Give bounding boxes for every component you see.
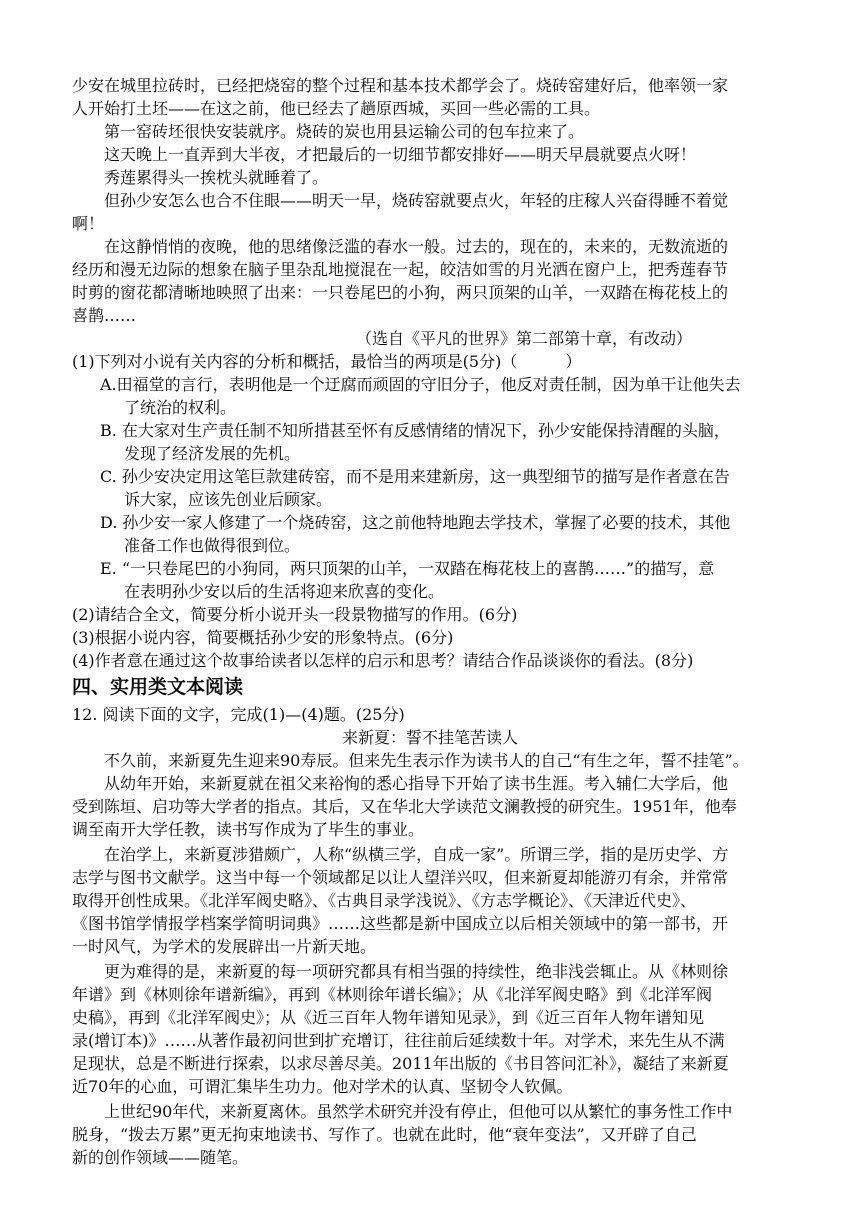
article-line: 近70年的心血，可谓汇集毕生功力。他对学术的认真、坚韧令人钦佩。 <box>72 1077 573 1096</box>
option-c: C. 孙少安决定用这笔巨款建砖窑，而不是用来建新房，这一典型细节的描写是作者意在告 <box>100 467 730 486</box>
paragraph-line: 第一窑砖坯很快安装就序。烧砖的炭也用县运输公司的包车拉来了。 <box>104 122 585 141</box>
article-line: 年谱》到《林则徐年谱新编》，再到《林则徐年谱长编》；从《北洋军阀史略》到《北洋军阀 <box>72 985 713 1004</box>
article-line: 受到陈垣、启功等大学者的指点。其后，又在华北大学读范文澜教授的研究生。1951年，他奉 <box>72 797 737 816</box>
article-line: 更为难得的是，来新夏的每一项研究都具有相当强的持续性，绝非浅尝辄止。从《林则徐 <box>104 962 729 981</box>
question-4: (4)作者意在通过这个故事给读者以怎样的启示和思考？请结合作品谈谈你的看法。(8分) <box>72 651 694 670</box>
article-line: 录(增订本)》……从著作最初问世到扩充增订，往往前后延续数十年。对学术，来先生从不满 <box>72 1031 725 1050</box>
article-line: 新的创作领域——随笔。 <box>72 1148 249 1167</box>
option-d: D. 孙少安一家人修建了一个烧砖窑，这之前他特地跑去学技术，掌握了必要的技术，其他 <box>100 513 731 532</box>
article-line: 在治学上，来新夏涉猎颇广，人称“纵横三学，自成一家”。所谓三学，指的是历史学、方 <box>104 845 729 864</box>
option-a: A.田福堂的言行，表明他是一个迂腐而顽固的守旧分子，他反对责任制，因为单干让他失去 <box>100 375 741 394</box>
source-citation: （选自《平凡的世界》第二部第十章，有改动） <box>356 329 693 348</box>
question-1-stem: (1)下列对小说有关内容的分析和概括，最恰当的两项是(5分)（ ） <box>72 352 582 371</box>
article-line: 取得开创性成果。《北洋军阀史略》、《古典目录学浅说》、《方志学概论》、《天津近代史》、 <box>72 891 697 910</box>
paragraph-line: 秀莲累得头一挨枕头就睡着了。 <box>104 168 329 187</box>
paragraph-line: 在这静悄悄的夜晚，他的思绪像泛滥的春水一般。过去的，现在的，未来的，无数流逝的 <box>104 237 729 256</box>
option-e: E. “一只卷尾巴的小狗同，两只顶架的山羊，一双踏在梅花枝上的喜鹊……”的描写，意 <box>100 559 715 578</box>
question-12-stem: 12. 阅读下面的文字，完成(1)—(4)题。(25分) <box>72 705 405 724</box>
paragraph-line: 这天晚上一直弄到大半夜，才把最后的一切细节都安排好——明天早晨就要点火呀！ <box>104 145 697 164</box>
article-line: 《图书馆学情报学档案学简明词典》……这些都是新中国成立以后相关领域中的第一部书，开 <box>72 914 729 933</box>
question-2: (2)请结合全文，简要分析小说开头一段景物描写的作用。(6分) <box>72 605 518 624</box>
article-line: 上世纪90年代，来新夏离休。虽然学术研究并没有停止，但他可以从繁忙的事务性工作中 <box>104 1102 733 1121</box>
article-line: 不久前，来新夏先生迎来90寿辰。但来先生表示作为读书人的自己“有生之年，誓不挂笔”。 <box>104 751 749 770</box>
article-line: 足现状，总是不断进行探索，以求尽善尽美。2011年出版的《书目答问汇补》，凝结了来新夏 <box>72 1054 729 1073</box>
article-line: 一时风气，为学术的发展辟出一片新天地。 <box>72 937 377 956</box>
paragraph-line: 少安在城里拉砖时，已经把烧窑的整个过程和基本技术都学会了。烧砖窑建好后，他率领一家 <box>72 76 729 95</box>
question-3: (3)根据小说内容，简要概括孙少安的形象特点。(6分) <box>72 628 454 647</box>
option-c-cont: 诉大家，应该先创业后顾家。 <box>124 490 333 509</box>
option-d-cont: 准备工作也做得很到位。 <box>124 536 301 555</box>
article-line: 志学与图书文献学。这当中每一个领域都足以让人望洋兴叹，但来新夏却能游刃有余，并常常 <box>72 868 729 887</box>
paragraph-line: 但孙少安怎么也合不住眼——明天一早，烧砖窑就要点火，年轻的庄稼人兴奋得睡不着觉 <box>104 191 729 210</box>
article-line: 史稿》，再到《北洋军阀史》；从《近三百年人物年谱知见录》，到《近三百年人物年谱知见 <box>72 1008 705 1027</box>
paragraph-line: 喜鹊…… <box>72 306 137 325</box>
section-heading: 四、实用类文本阅读 <box>72 676 244 698</box>
article-title: 来新夏：誓不挂笔苦读人 <box>341 728 518 747</box>
option-b-cont: 发现了经济发展的先机。 <box>124 444 301 463</box>
article-line: 从幼年开始，来新夏就在祖父来裕恂的悉心指导下开始了读书生涯。考入辅仁大学后，他 <box>104 774 729 793</box>
paragraph-line: 啊！ <box>72 214 105 233</box>
paragraph-line: 时剪的窗花都清晰地映照了出来：一只卷尾巴的小狗，两只顶架的山羊，一双踏在梅花枝上的 <box>72 283 729 302</box>
paragraph-line: 人开始打土坯——在这之前，他已经去了趟原西城，买回一些必需的工具。 <box>72 99 601 118</box>
option-a-cont: 了统治的权利。 <box>124 398 237 417</box>
option-e-cont: 在表明孙少安以后的生活将迎来欣喜的变化。 <box>124 582 445 601</box>
option-b: B. 在大家对生产责任制不知所措甚至怀有反感情绪的情况下，孙少安能保持清醒的头脑， <box>100 421 730 440</box>
article-line: 脱身，“拨去万累”更无拘束地读书、写作了。也就在此时，他“衰年变法”，又开辟了自己 <box>72 1125 697 1144</box>
article-line: 调至南开大学任教，读书写作成为了毕生的事业。 <box>72 820 425 839</box>
paragraph-line: 经历和漫无边际的想象在脑子里杂乱地搅混在一起，皎洁如雪的月光洒在窗户上，把秀莲春节 <box>72 260 729 279</box>
